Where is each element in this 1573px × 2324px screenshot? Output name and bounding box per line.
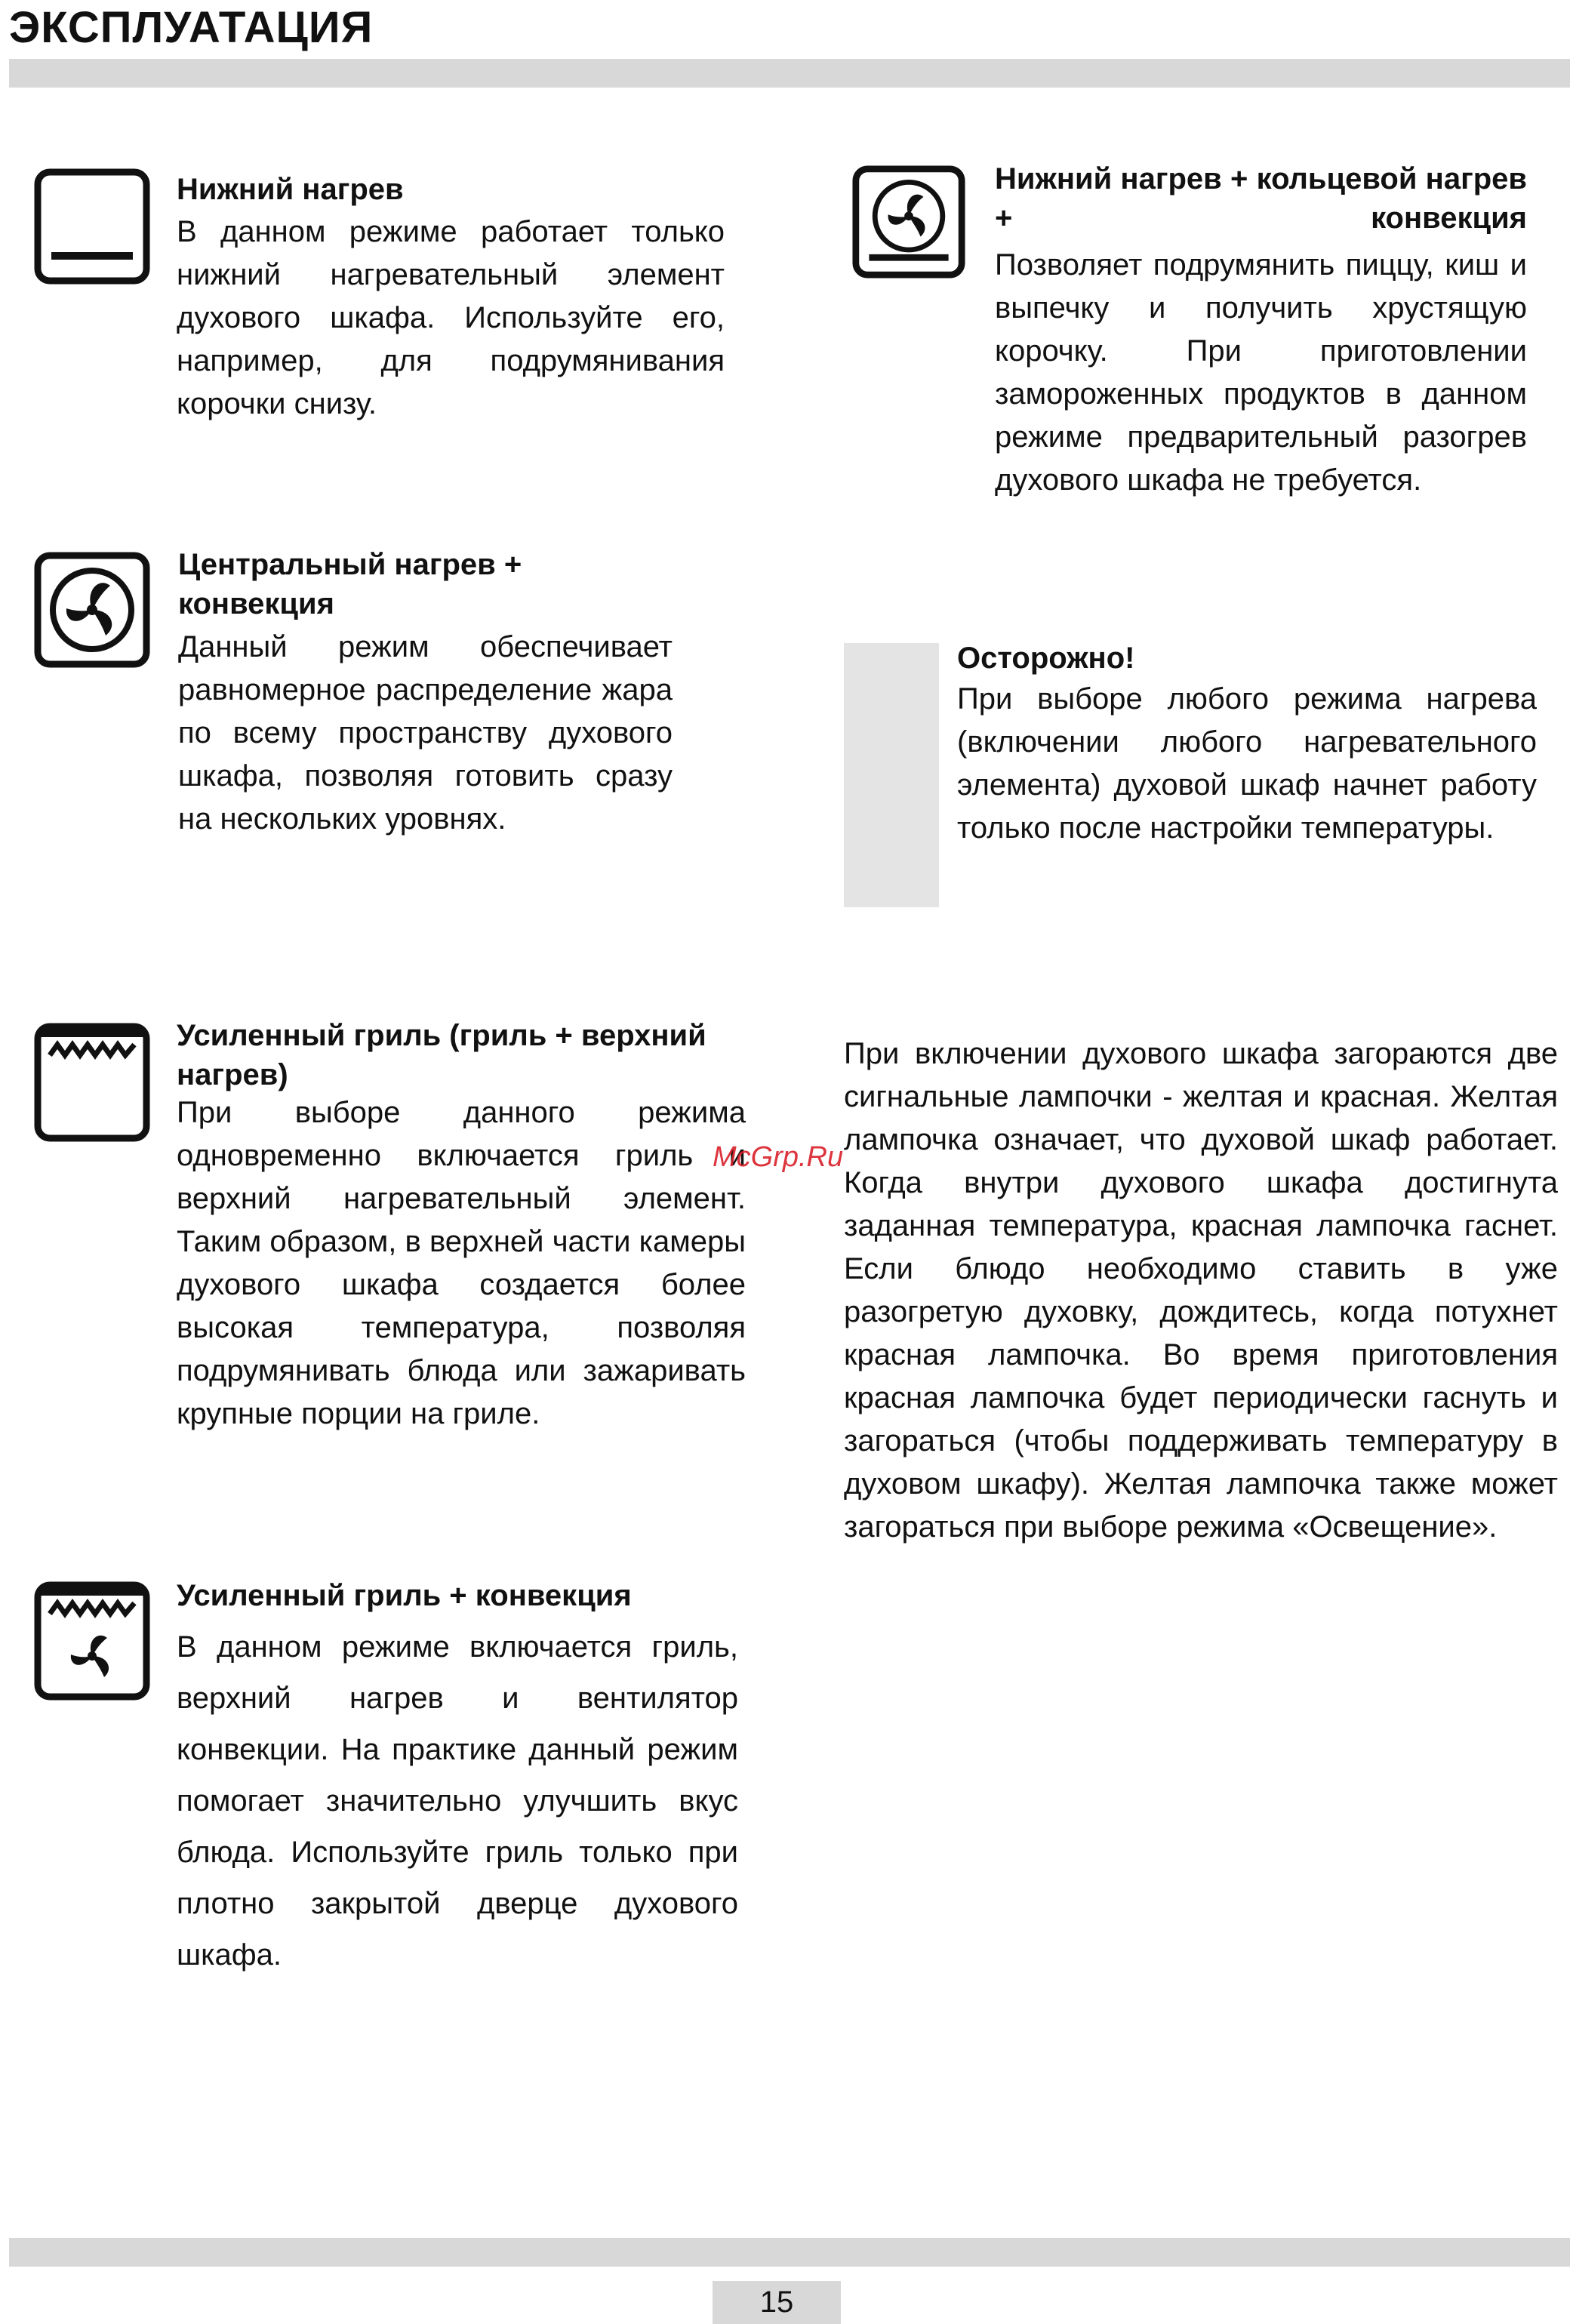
warning-marker: [844, 643, 939, 907]
bottom-heat-icon: [33, 168, 151, 285]
mode-title-bottom-ring-convection: Нижний нагрев + кольцевой нагрев + конвекция: [995, 162, 1527, 235]
signal-lamps-text: При включении духового шкафа загораются две сигнальные лампочки - желтая и красная. Желтая лампочка означает, что духовой шкаф работает. Когда внутри духового шкафа достигнута заданная температура, красная лампочка гаснет. Если блюдо необходимо ставить в уже разогретую духовку, дождитесь, когда потухнет красная лампочка. Во время приготовления красная лампочка будет периодически гаснуть и загораться (чтобы поддерживать температуру в духовом шкафу). Желтая лампочка также может загораться при выборе режима «Освещение».: [844, 1037, 1558, 1544]
mode-text-fan-convection: Данный режим обеспечивает равномерное распределение жара по всему пространству духового шкафа, позволяя готовить сразу на нескольких уровнях.: [178, 630, 673, 836]
page-number: 15: [713, 2281, 841, 2324]
warning-title: Осторожно!: [957, 642, 1135, 675]
warning-text: При выборе любого режима нагрева (включении любого нагревательного элемента) духовой шкаф начнет работу только после настройки температуры.: [957, 682, 1537, 845]
mode-title-grill-convection: Усиленный гриль + конвекция: [177, 1579, 632, 1612]
title-divider: [9, 59, 1570, 88]
mode-title-bottom-heat: Нижний нагрев: [177, 173, 404, 206]
mode-text-bottom-heat: В данном режиме работает только нижний нагревательный элемент духового шкафа. Используйте его, например, для подрумянивания корочки снизу.: [177, 215, 725, 420]
page-title: ЭКСПЛУАТАЦИЯ: [9, 3, 374, 52]
fan-convection-icon: [33, 551, 151, 669]
mode-text-grill-top-heat: При выборе данного режима одновременно включается гриль и верхний нагревательный элемент. Таким образом, в верхней части камеры духового шкафа создается более высокая температура, позволяя подрумянивать блюда или зажаривать крупные порции на гриле.: [177, 1096, 746, 1430]
mode-text-grill-convection: В данном режиме включается гриль, верхний нагрев и вентилятор конвекции. На практике данный режим помогает значительно улучшить вкус блюда. Используйте гриль только при плотно закрытой дверце духового шкафа.: [177, 1630, 738, 1972]
grill-top-heat-icon: [33, 1022, 151, 1143]
watermark: McGrp.Ru: [713, 1141, 844, 1173]
mode-title-fan-convection: Центральный нагрев + конвекция: [178, 548, 522, 620]
footer-divider: [9, 2238, 1570, 2267]
bottom-ring-convection-icon: [851, 165, 966, 279]
mode-text-bottom-ring-convection: Позволяет подрумянить пиццу, киш и выпечку и получить хрустящую корочку. При приготовлении замороженных продуктов в данном режиме предварительный разогрев духового шкафа не требуется.: [995, 248, 1527, 497]
grill-convection-icon: [33, 1581, 151, 1701]
mode-title-grill-top-heat: Усиленный гриль (гриль + верхний нагрев): [177, 1019, 706, 1091]
